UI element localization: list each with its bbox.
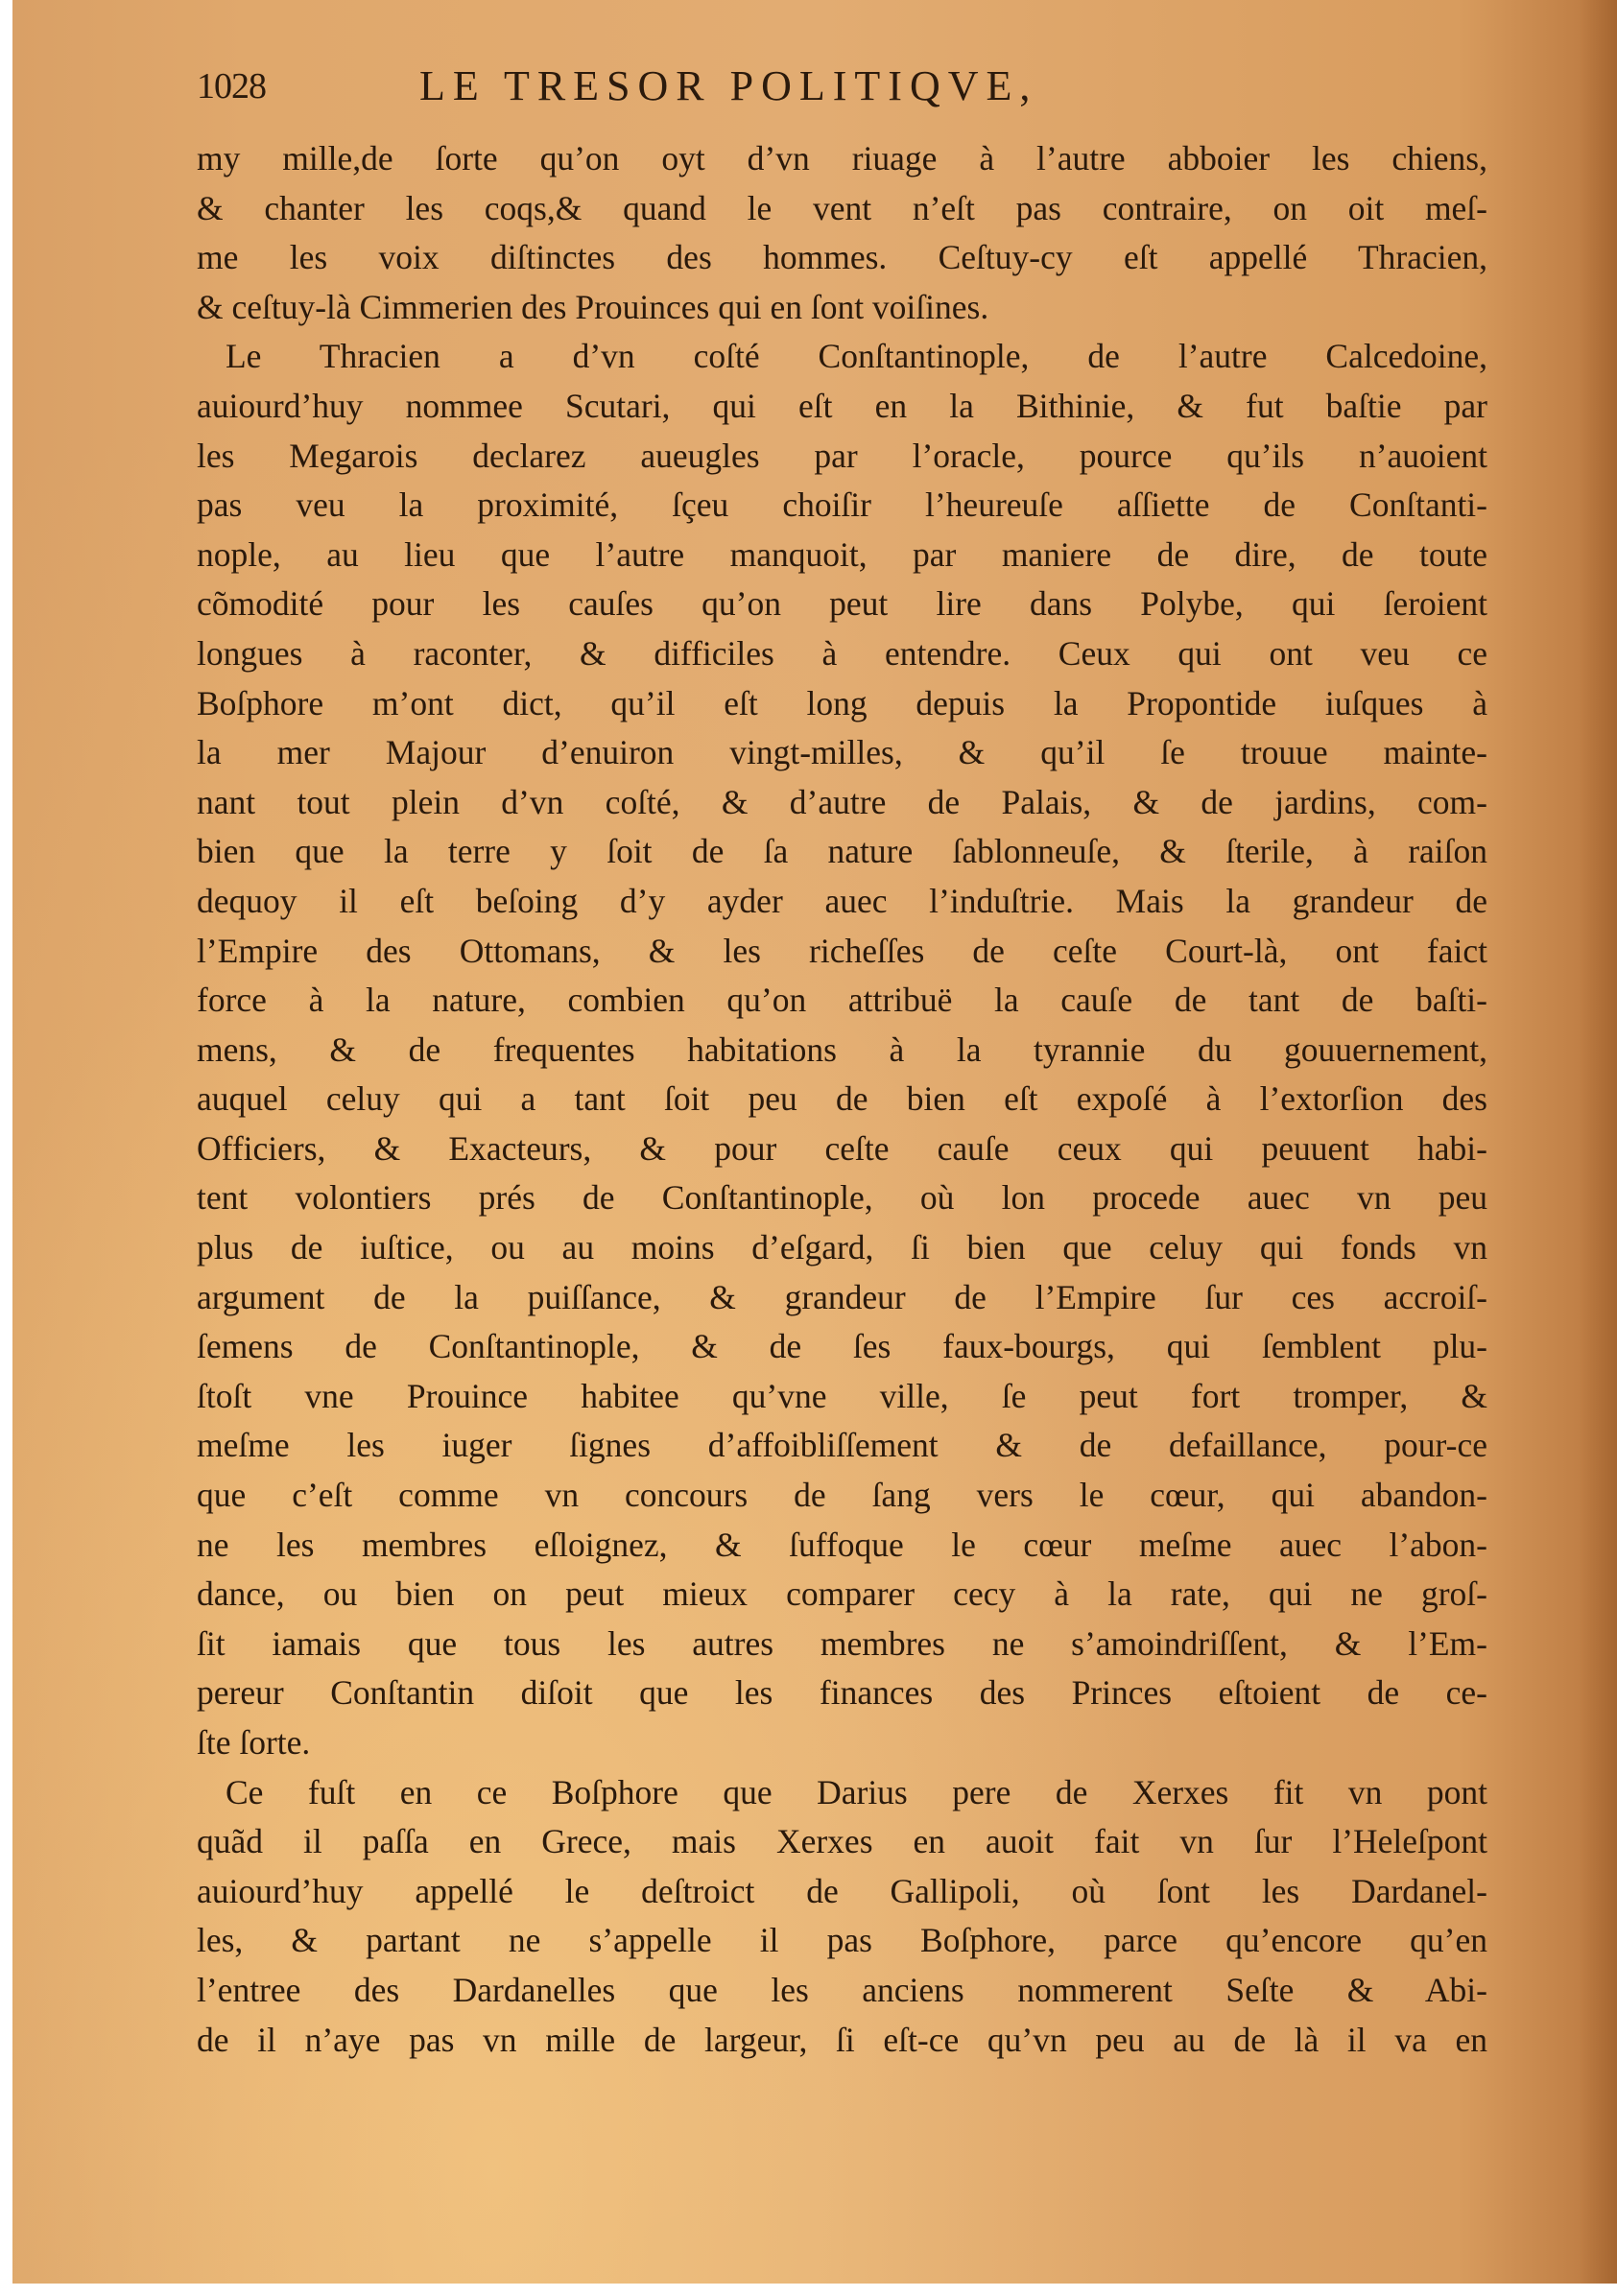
text-line: nople, au lieu que l’autre manquoit, par maniere de dire, de toute xyxy=(197,534,1487,574)
text-line: plus de iuſtice, ou au moins d’eſgard, ſi bien que celuy qui fonds vn xyxy=(197,1228,1487,1267)
text-line: tent volontiers prés de Conſtantinople, où lon procede auec vn peu xyxy=(197,1178,1487,1218)
text-line: mens, & de frequentes habitations à la tyrannie du gouuernement, xyxy=(197,1030,1487,1069)
text-line: Boſphore m’ont dict, qu’il eſt long depuis la Propontide iuſques à xyxy=(197,683,1487,722)
text-line: force à la nature, combien qu’on attribuë la cauſe de tant de baſti- xyxy=(197,981,1487,1020)
text-line: pas veu la proximité, ſçeu choiſir l’heureuſe aſſiette de Conſtanti- xyxy=(197,485,1487,525)
text-line: Officiers, & Exacteurs, & pour ceſte cauſe ceux qui peuuent habi- xyxy=(197,1128,1487,1168)
text-line: Le Thracien a d’vn coſté Conſtantinople, de l’autre Calcedoine, xyxy=(226,337,1487,376)
text-line: & chanter les coqs,& quand le vent n’eſt pas contraire, on oit meſ- xyxy=(197,188,1487,227)
text-line: auquel celuy qui a tant ſoit peu de bien eſt expoſé à l’extorſion des xyxy=(197,1079,1487,1119)
text-line: ſemens de Conſtantinople, & de ſes faux-bourgs, qui ſemblent plu- xyxy=(197,1327,1487,1366)
text-line: argument de la puiſſance, & grandeur de l’Empire ſur ces accroiſ- xyxy=(197,1277,1487,1316)
text-line: dance, ou bien on peut mieux comparer cecy à la rate, qui ne groſ- xyxy=(197,1574,1487,1614)
text-line: quãd il paſſa en Grece, mais Xerxes en auoit fait vn ſur l’Heleſpont xyxy=(197,1822,1487,1861)
text-line: la mer Majour d’enuiron vingt-milles, & qu’il ſe trouue mainte- xyxy=(197,733,1487,772)
text-line: de il n’aye pas vn mille de largeur, ſi eſt-ce qu’vn peu au de là il va en xyxy=(197,2020,1487,2059)
text-line: pereur Conſtantin diſoit que les finances des Princes eſtoient de ce- xyxy=(197,1673,1487,1713)
text-line: meſme les iuger ſignes d’affoibliſſement & de defaillance, pour-ce xyxy=(197,1426,1487,1465)
text-line: my mille,de ſorte qu’on oyt d’vn riuage à l’autre abboier les chiens, xyxy=(197,139,1487,178)
text-line: bien que la terre y ſoit de ſa nature ſablonneuſe, & ſterile, à raiſon xyxy=(197,832,1487,871)
text-line: l’entree des Dardanelles que les anciens nommerent Seſte & Abi- xyxy=(197,1970,1487,2009)
text-line: dequoy il eſt beſoing d’y ayder auec l’induſtrie. Mais la grandeur de xyxy=(197,881,1487,920)
text-line: les Megarois declarez aueugles par l’oracle, pource qu’ils n’auoient xyxy=(197,436,1487,475)
text-line: longues à raconter, & difficiles à entendre. Ceux qui ont veu ce xyxy=(197,633,1487,673)
text-line: que c’eſt comme vn concours de ſang vers le cœur, qui abandon- xyxy=(197,1476,1487,1515)
running-title: LE TRESOR POLITIQVE, xyxy=(419,62,1038,109)
text-line: Ce fuſt en ce Boſphore que Darius pere de Xerxes fit vn pont xyxy=(226,1772,1487,1811)
text-line: auiourd’huy nommee Scutari, qui eſt en la Bithinie, & fut baſtie par xyxy=(197,386,1487,425)
text-line: auiourd’huy appellé le deſtroict de Gallipoli, où ſont les Dardanel- xyxy=(197,1871,1487,1910)
book-page xyxy=(12,0,1617,2284)
text-line: & ceſtuy-là Cimmerien des Prouinces qui en ſont voiſines. xyxy=(197,287,989,326)
text-line: les, & partant ne s’appelle il pas Boſphore, parce qu’encore qu’en xyxy=(197,1921,1487,1960)
text-line: l’Empire des Ottomans, & les richeſſes de ceſte Court-là, ont faict xyxy=(197,931,1487,970)
text-line: ſtoſt vne Prouince habitee qu’vne ville, ſe peut fort tromper, & xyxy=(197,1376,1487,1415)
text-line: cõmodité pour les cauſes qu’on peut lire dans Polybe, qui ſeroient xyxy=(197,584,1487,624)
text-line: ne les membres eſloignez, & ſuffoque le cœur meſme auec l’abon- xyxy=(197,1525,1487,1564)
page-header xyxy=(197,61,1540,119)
text-line: ſte ſorte. xyxy=(197,1723,311,1762)
page-number: 1028 xyxy=(197,66,266,107)
text-line: nant tout plein d’vn coſté, & d’autre de Palais, & de jardins, com- xyxy=(197,782,1487,821)
text-line: me les voix diſtinctes des hommes. Ceſtuy-cy eſt appellé Thracien, xyxy=(197,238,1487,277)
text-line: ſit iamais que tous les autres membres ne s’amoindriſſent, & l’Em- xyxy=(197,1623,1487,1663)
body-text xyxy=(197,134,1487,2065)
